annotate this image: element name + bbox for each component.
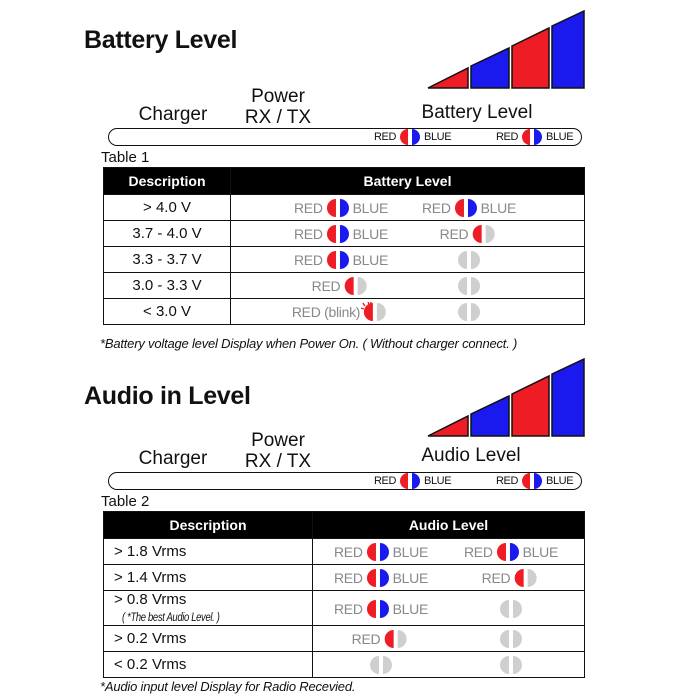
row-level-leds	[231, 299, 585, 325]
battery-power-label-line2: RX / TX	[244, 107, 312, 128]
row-level-leds	[313, 626, 585, 652]
led-bicolor-icon	[364, 542, 392, 562]
table-row	[104, 626, 585, 652]
led-indicator	[294, 224, 388, 244]
led-bicolor-icon	[324, 224, 352, 244]
table1-caption: Table 1	[101, 149, 150, 166]
led-indicator	[454, 250, 484, 270]
row-description-text: > 0.8 Vrms	[114, 591, 187, 608]
led-indicator	[464, 542, 558, 562]
led-left-label: RED (blink)	[291, 304, 361, 320]
audio-power-label-line2: RX / TX	[244, 451, 312, 472]
led-right-label: BLUE	[392, 570, 429, 586]
led-bicolor-icon	[455, 276, 483, 296]
led-left-label: RED	[463, 544, 493, 560]
led-indicator	[366, 655, 396, 675]
led-left-label: RED	[333, 544, 363, 560]
battery-level-table	[103, 167, 585, 325]
table-row	[104, 221, 585, 247]
led-indicator	[334, 542, 428, 562]
led-bicolor-icon	[494, 542, 522, 562]
led-left-label: RED	[293, 252, 323, 268]
led-left-label: RED	[496, 475, 519, 487]
audio-charger-label: Charger	[138, 448, 208, 469]
led-left-label: RED	[496, 131, 519, 143]
led-bicolor-icon	[497, 599, 525, 619]
row-description	[104, 221, 231, 247]
led-left-label: RED	[293, 200, 323, 216]
row-level-leds	[231, 195, 585, 221]
led-left-label: RED	[333, 570, 363, 586]
led-bicolor-icon	[452, 198, 480, 218]
battery-charger-label: Charger	[138, 104, 208, 125]
led-bicolor-icon	[324, 250, 352, 270]
battery-signal-bars-icon	[426, 10, 586, 90]
led-indicator	[496, 599, 526, 619]
row-level-leds	[231, 273, 585, 299]
led-indicator	[294, 250, 388, 270]
led-right-label: BLUE	[352, 226, 389, 242]
led-bicolor-icon	[324, 198, 352, 218]
battery-section-title: Battery Level	[84, 26, 238, 54]
row-description-text: 3.3 - 3.7 V	[132, 251, 202, 268]
led-left-label: RED	[481, 570, 511, 586]
row-description	[104, 195, 231, 221]
row-description-text: < 0.2 Vrms	[114, 656, 187, 673]
led-right-label: BLUE	[480, 200, 517, 216]
audio-strip-led-2	[496, 471, 573, 491]
led-indicator	[440, 224, 499, 244]
led-right-label: BLUE	[352, 200, 389, 216]
row-level-leds	[313, 539, 585, 565]
audio-table-note: *Audio input level Display for Radio Recevied.	[100, 679, 356, 694]
row-description	[104, 273, 231, 299]
row-description	[104, 626, 313, 652]
row-description-text: > 1.4 Vrms	[114, 569, 187, 586]
table-row	[104, 273, 585, 299]
audio-signal-bars-icon	[426, 358, 586, 438]
led-indicator	[334, 568, 428, 588]
led-indicator	[454, 302, 484, 322]
led-bicolor-icon	[397, 472, 423, 490]
audio-level-label: Audio Level	[421, 445, 521, 466]
led-indicator	[496, 655, 526, 675]
row-level-leds	[313, 565, 585, 591]
led-indicator	[422, 198, 516, 218]
led-indicator	[496, 629, 526, 649]
led-bicolor-icon	[519, 472, 545, 490]
led-bicolor-icon	[519, 128, 545, 146]
led-bicolor-icon	[364, 568, 392, 588]
audio-strip-led-1	[374, 471, 451, 491]
table-header-battery-level: Battery Level	[231, 168, 585, 195]
row-description-text: 3.7 - 4.0 V	[132, 225, 202, 242]
battery-power-label	[230, 86, 326, 128]
led-right-label: BLUE	[424, 131, 452, 143]
led-bicolor-icon	[367, 655, 395, 675]
led-indicator	[312, 276, 371, 296]
table-row	[104, 247, 585, 273]
led-indicator	[482, 568, 541, 588]
row-description-text: > 4.0 V	[143, 199, 191, 216]
led-left-label: RED	[374, 131, 397, 143]
led-indicator	[334, 599, 428, 619]
audio-power-label	[230, 430, 326, 472]
led-right-label: BLUE	[352, 252, 389, 268]
led-bicolor-icon	[455, 250, 483, 270]
table-header-audio-level: Audio Level	[313, 512, 585, 539]
row-description-note: ( *The best Audio Level. )	[122, 612, 220, 624]
row-description-text: 3.0 - 3.3 V	[132, 277, 202, 294]
audio-level-table	[103, 511, 585, 678]
led-left-label: RED	[421, 200, 451, 216]
led-bicolor-icon	[469, 224, 497, 244]
led-right-label: BLUE	[522, 544, 559, 560]
led-indicator	[352, 629, 411, 649]
led-right-label: BLUE	[546, 475, 574, 487]
row-description	[104, 247, 231, 273]
table-row	[104, 565, 585, 591]
led-bicolor-icon	[397, 128, 423, 146]
led-bicolor-icon	[341, 276, 369, 296]
row-level-leds	[231, 221, 585, 247]
battery-level-label: Battery Level	[421, 102, 533, 123]
table2-caption: Table 2	[101, 493, 150, 510]
row-level-leds	[313, 591, 585, 626]
led-right-label: BLUE	[424, 475, 452, 487]
led-left-label: RED	[351, 631, 381, 647]
row-description-text: > 1.8 Vrms	[114, 543, 187, 560]
battery-strip-led-2	[496, 127, 573, 147]
row-level-leds	[313, 652, 585, 678]
led-indicator	[294, 198, 388, 218]
led-left-label: RED	[333, 600, 363, 617]
led-bicolor-icon	[497, 655, 525, 675]
table-row	[104, 652, 585, 678]
row-description	[104, 565, 313, 591]
battery-strip-led-1	[374, 127, 451, 147]
audio-power-label-line1: Power	[251, 430, 305, 451]
battery-power-label-line1: Power	[251, 86, 305, 107]
table-row	[104, 591, 585, 626]
battery-table-note: *Battery voltage level Display when Power On. ( Without charger connect. )	[100, 336, 518, 351]
led-indicator	[292, 302, 390, 322]
table-row	[104, 539, 585, 565]
led-bicolor-icon	[364, 599, 392, 619]
row-description	[104, 299, 231, 325]
led-right-label: BLUE	[392, 544, 429, 560]
row-description	[104, 591, 313, 626]
led-bicolor-icon	[381, 629, 409, 649]
table-row	[104, 195, 585, 221]
led-indicator	[454, 276, 484, 296]
led-left-label: RED	[293, 226, 323, 242]
led-left-label: RED	[374, 475, 397, 487]
led-left-label: RED	[311, 278, 341, 294]
row-description	[104, 539, 313, 565]
table-row	[104, 299, 585, 325]
row-level-leds	[231, 247, 585, 273]
led-left-label: RED	[439, 226, 469, 242]
row-description-text: < 3.0 V	[143, 303, 191, 320]
table-header-description: Description	[104, 168, 231, 195]
led-bicolor-icon	[497, 629, 525, 649]
led-bicolor-icon	[455, 302, 483, 322]
led-right-label: BLUE	[546, 131, 574, 143]
led-bicolor-icon	[511, 568, 539, 588]
row-description-text: > 0.2 Vrms	[114, 630, 187, 647]
table-header-description: Description	[104, 512, 313, 539]
row-description	[104, 652, 313, 678]
audio-section-title: Audio in Level	[84, 382, 251, 410]
led-blink-icon	[361, 302, 389, 322]
led-right-label: BLUE	[392, 600, 429, 617]
